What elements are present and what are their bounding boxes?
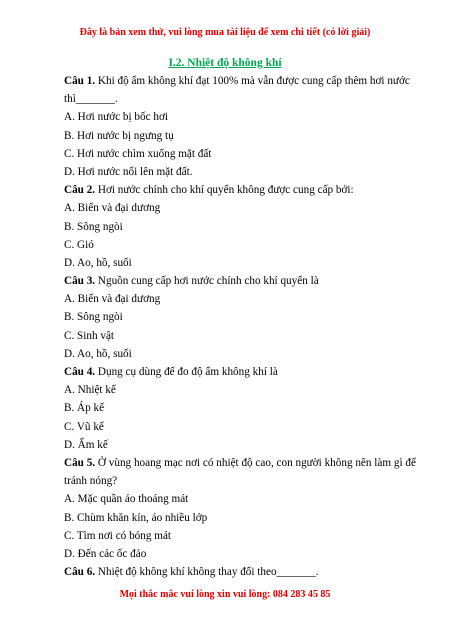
- question-text: Dụng cụ dùng để đo độ ẩm không khí là: [97, 366, 278, 378]
- contact-footer-banner: Mọi thắc mắc vui lòng xin vui lòng: 084 283 45 85: [119, 589, 331, 600]
- option-a: A. Biển và đại dương: [64, 293, 161, 306]
- question-2: [64, 181, 420, 199]
- option-c: C. Hơi nước chìm xuống mặt đất: [64, 147, 212, 160]
- question-5: [64, 454, 420, 472]
- question-text: Nguồn cung cấp hơi nước chính cho khí quyển là: [97, 275, 319, 288]
- option-b: B. Áp kế: [64, 402, 105, 415]
- option-a: A. Biển và đại dương: [64, 202, 161, 215]
- question-label: Câu 5.: [64, 456, 96, 469]
- option-a: A. Hơi nước bị bốc hơi: [64, 111, 168, 124]
- option-d: D. Ao, hồ, suối: [64, 256, 132, 269]
- question-label: Câu 3.: [64, 275, 96, 288]
- question-4: [64, 363, 420, 381]
- option-b: B. Chùm khăn kín, áo nhiều lớp: [64, 511, 208, 524]
- option-d: D. Ao, hồ, suối: [64, 347, 132, 360]
- option-a: A. Mặc quần áo thoáng mát: [64, 493, 189, 506]
- question-text-continued: tránh nóng?: [64, 475, 118, 488]
- option-d: D. Đến các ốc đảo: [64, 547, 147, 560]
- option-a: A. Nhiệt kế: [64, 384, 116, 397]
- question-label: Câu 6.: [64, 566, 96, 579]
- option-d: D. Ẩm kế: [64, 438, 108, 451]
- question-6: [64, 563, 420, 581]
- option-c: C. Sinh vật: [64, 329, 115, 342]
- option-b: B. Sông ngòi: [64, 220, 123, 233]
- question-text: Khi độ ẩm không khí đạt 100% mà vẫn được cung cấp thêm hơi nước: [97, 75, 410, 87]
- question-3: [64, 272, 420, 290]
- option-c: C. Vũ kế: [64, 420, 104, 433]
- option-c: C. Gió: [64, 238, 94, 251]
- question-text: Nhiệt độ không khí không thay đổi theo_______.: [97, 566, 319, 579]
- question-label: Câu 4.: [64, 366, 96, 378]
- question-label: Câu 2.: [64, 184, 96, 197]
- question-label: Câu 1.: [64, 75, 96, 87]
- question-list: [64, 72, 420, 581]
- option-d: D. Hơi nước nổi lên mặt đất.: [64, 165, 193, 178]
- preview-notice-banner: Đây là bản xem thử, vui lòng mua tài liệu để xem chi tiết (có lời giải): [79, 27, 371, 38]
- question-1: [64, 72, 420, 90]
- question-text: Hơi nước chính cho khí quyển không được cung cấp bởi:: [97, 184, 354, 197]
- question-text: Ở vùng hoang mạc nơi có nhiệt độ cao, con người không nên làm gì để: [97, 456, 416, 469]
- section-heading: I.2. Nhiệt độ không khí: [168, 57, 282, 69]
- option-b: B. Sông ngòi: [64, 311, 123, 324]
- question-text-continued: thì_______.: [64, 93, 118, 106]
- option-c: C. Tìm nơi có bóng mát: [64, 529, 172, 542]
- option-b: B. Hơi nước bị ngưng tụ: [64, 129, 174, 142]
